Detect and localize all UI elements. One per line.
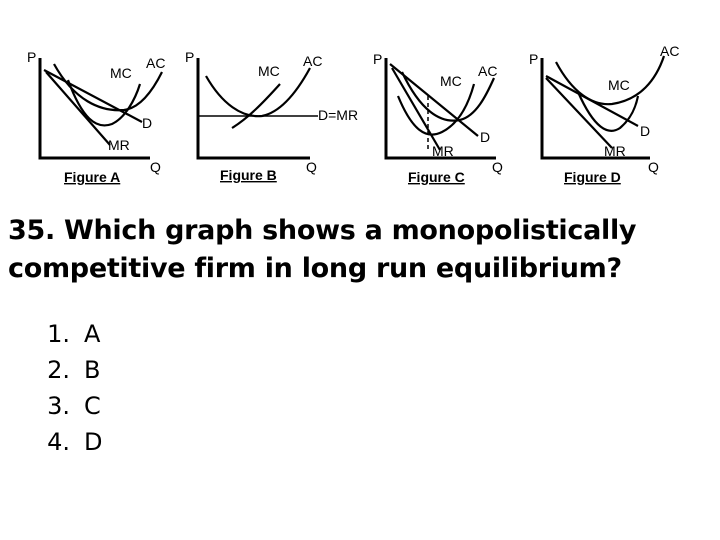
- option-label: B: [84, 356, 101, 384]
- answer-option[interactable]: [36, 424, 102, 460]
- figure-c-mr-label: MR: [432, 143, 454, 159]
- figure-a-d-label: D: [142, 115, 153, 131]
- answer-option[interactable]: [36, 316, 102, 352]
- figure-b-dmr-label: D=MR: [318, 107, 359, 123]
- figure-a-mc-label: MC: [110, 65, 132, 81]
- figure-d-ac-label: AC: [660, 43, 680, 59]
- figure-c-d-label: D: [480, 129, 491, 145]
- option-number: 2.: [47, 356, 70, 384]
- figure-d-d-label: D: [640, 123, 651, 139]
- figure-c-mc-label: MC: [440, 73, 462, 89]
- figure-d: [542, 56, 664, 158]
- figure-a-q-label: Q: [150, 159, 161, 175]
- figure-d-caption: Figure D: [564, 169, 621, 185]
- figure-d-mr-label: MR: [604, 143, 626, 159]
- figure-a: [40, 58, 162, 158]
- figure-d-mc-label: MC: [608, 77, 630, 93]
- figure-b-axes: [198, 58, 310, 158]
- figure-c-mr-curve: [392, 68, 440, 150]
- option-number: 3.: [47, 392, 70, 420]
- figure-a-mr-curve: [46, 72, 110, 145]
- figure-b-p-label: P: [185, 49, 195, 65]
- figure-c-ac-label: AC: [478, 63, 498, 79]
- figure-c-q-label: Q: [492, 159, 503, 175]
- figure-b-caption: Figure B: [220, 167, 277, 183]
- figure-c-mc-curve: [398, 84, 474, 135]
- figures-panel: [0, 0, 720, 200]
- option-label: C: [84, 392, 101, 420]
- option-number: 4.: [47, 428, 70, 456]
- figure-b-ac-label: AC: [303, 53, 323, 69]
- figure-a-mr-label: MR: [108, 137, 130, 153]
- figure-a-ac-label: AC: [146, 55, 166, 71]
- answer-option[interactable]: [36, 388, 102, 424]
- figure-b-mc-label: MC: [258, 63, 280, 79]
- question-text: 35. Which graph shows a monopolistically competitive firm in long run equilibrium?: [8, 215, 637, 284]
- option-number: 1.: [47, 320, 70, 348]
- figure-a-caption: Figure A: [64, 169, 121, 185]
- option-label: A: [84, 320, 101, 348]
- figure-c-p-label: P: [373, 51, 383, 67]
- figure-b-q-label: Q: [306, 159, 317, 175]
- answer-option[interactable]: [36, 352, 102, 388]
- answer-options: [36, 316, 102, 460]
- figure-d-q-label: Q: [648, 159, 659, 175]
- figure-c-caption: Figure C: [408, 169, 465, 185]
- figure-d-mr-curve: [546, 78, 612, 148]
- figure-d-p-label: P: [529, 51, 539, 67]
- option-label: D: [84, 428, 103, 456]
- figure-a-p-label: P: [27, 49, 37, 65]
- figure-b-mc-curve: [232, 84, 280, 128]
